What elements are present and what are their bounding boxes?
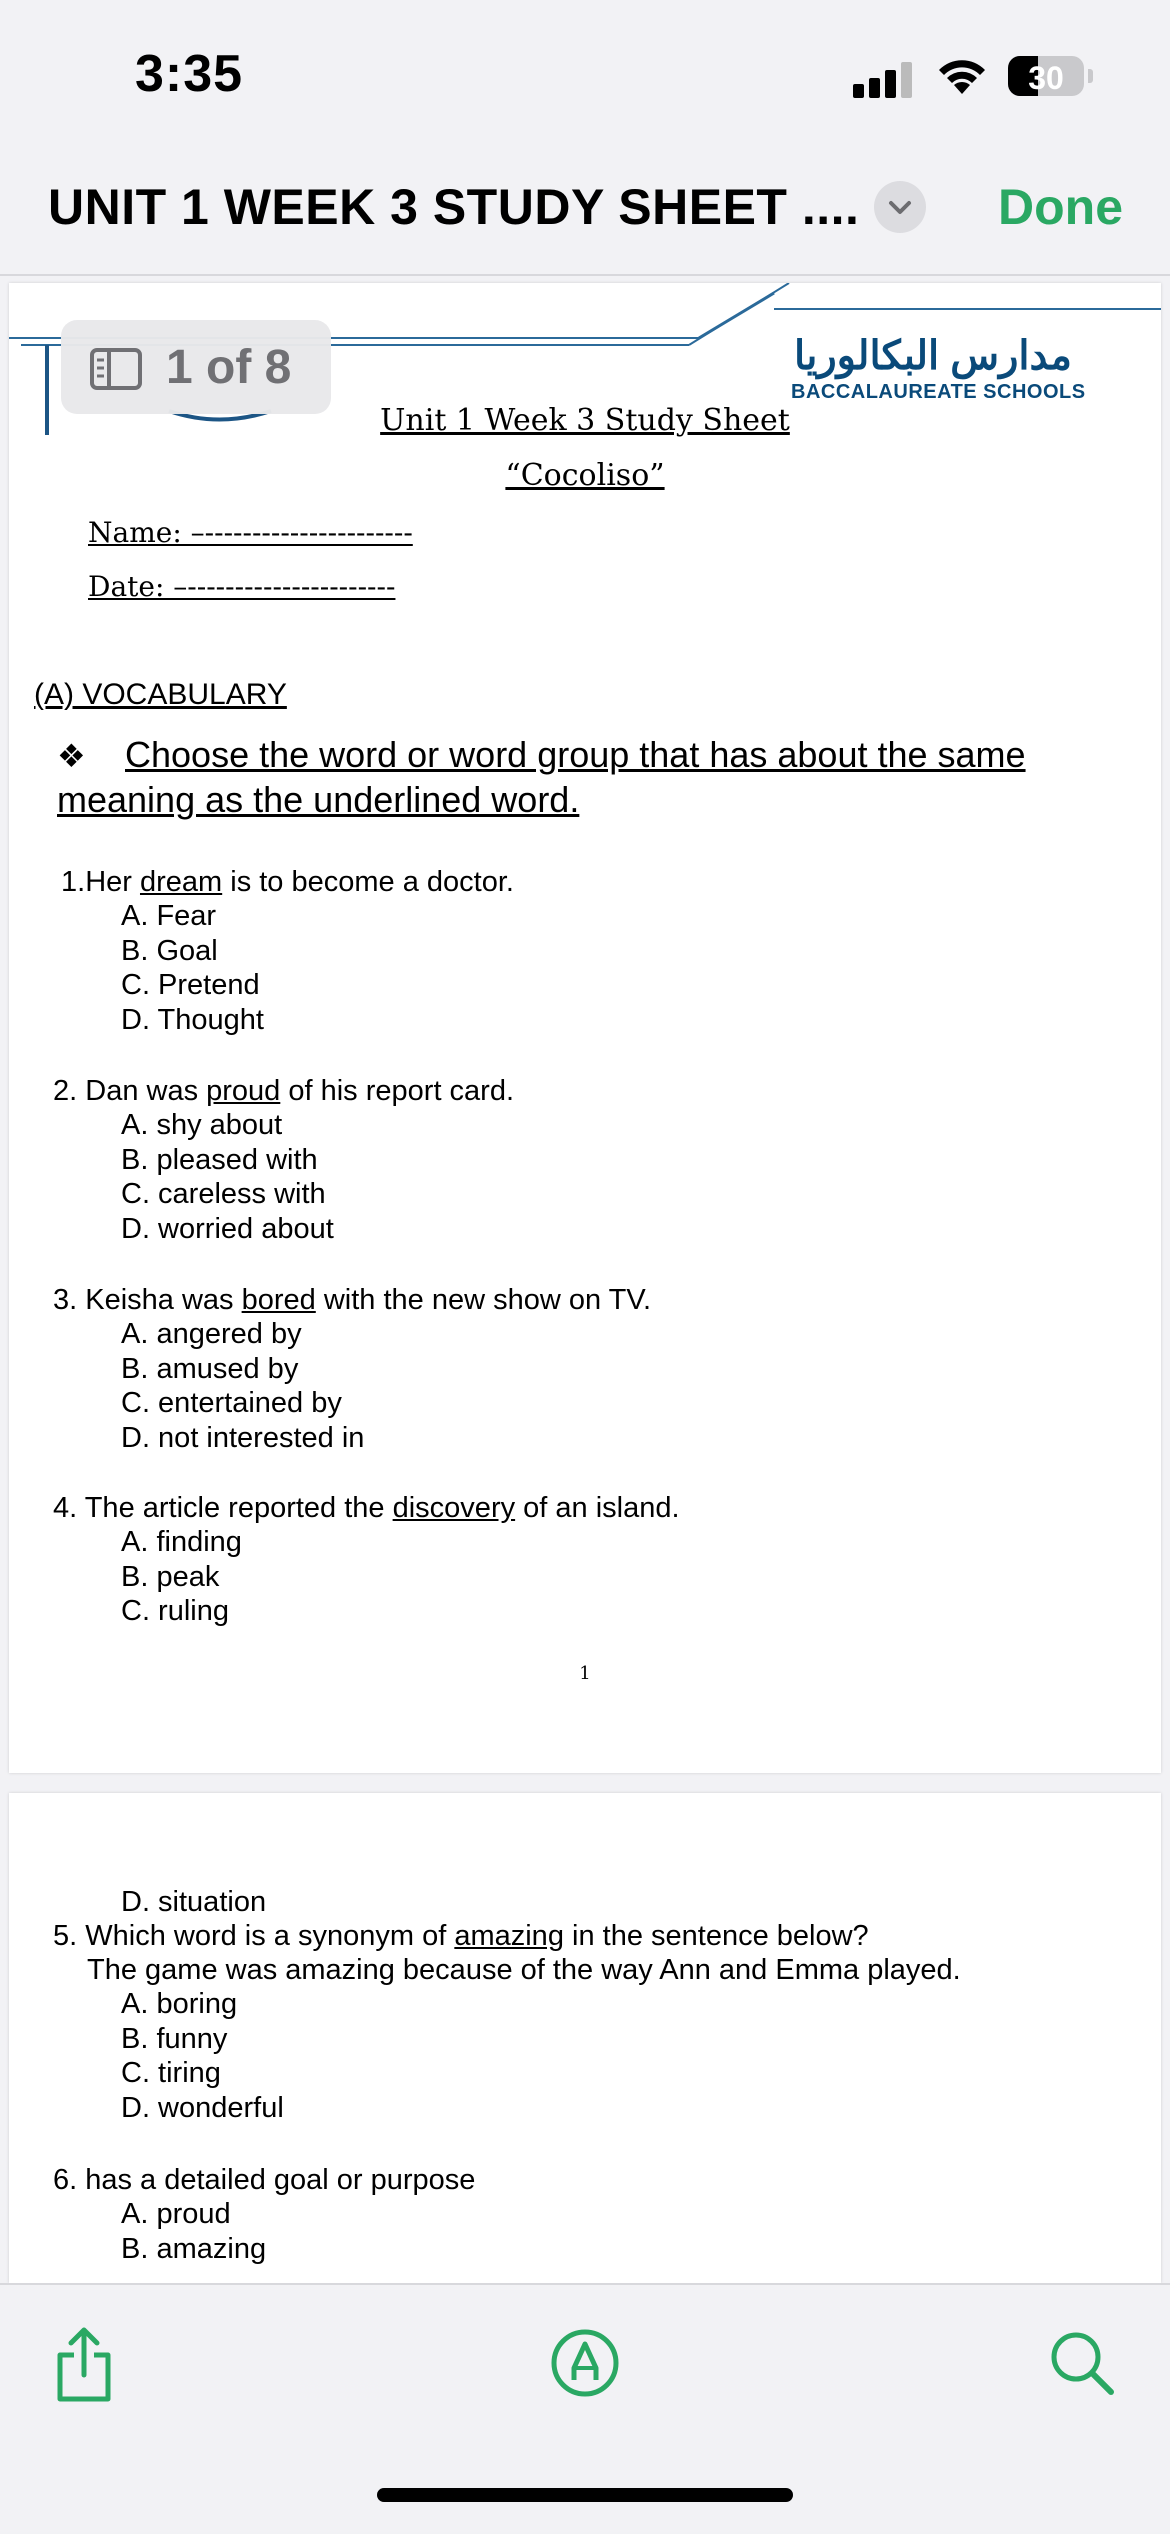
markup-icon[interactable] bbox=[550, 2328, 620, 2398]
question-5-options bbox=[121, 1987, 284, 2125]
option: B. Goal bbox=[121, 934, 218, 967]
option: A. shy about bbox=[121, 1109, 283, 1141]
option: B. amazing bbox=[121, 2232, 267, 2265]
share-icon[interactable] bbox=[52, 2325, 116, 2405]
question-4-options bbox=[121, 1525, 242, 1629]
question-1-options bbox=[121, 899, 264, 1037]
option: A. angered by bbox=[121, 1318, 302, 1350]
status-bar bbox=[0, 0, 1170, 150]
question-5-sentence: The game was amazing because of the way Ann and Emma played. bbox=[87, 1954, 961, 1986]
school-logo-arabic: مدارس البكالوريا bbox=[794, 334, 1072, 378]
battery-tip bbox=[1088, 69, 1093, 83]
status-time: 3:35 bbox=[135, 45, 244, 103]
instruction-text: Choose the word or word group that has about the same meaning as the underlined word. bbox=[57, 734, 1026, 820]
section-heading: (A) VOCABULARY bbox=[34, 678, 287, 711]
story-title: “Cocoliso” bbox=[505, 458, 665, 493]
sidebar-icon bbox=[89, 347, 143, 391]
option: A. boring bbox=[121, 1988, 238, 2020]
option: C. entertained by bbox=[121, 1387, 342, 1419]
bullet-icon: ❖ bbox=[57, 738, 86, 774]
page-number: 1 bbox=[579, 1663, 591, 1684]
document-header bbox=[0, 150, 1170, 276]
question-2-options bbox=[121, 1108, 334, 1246]
search-icon[interactable] bbox=[1048, 2329, 1116, 2397]
date-field: Date: –---------------------- bbox=[88, 570, 396, 603]
document-page-1[interactable] bbox=[9, 283, 1161, 1773]
option: C. tiring bbox=[121, 2057, 221, 2089]
question-5: 5. Which word is a synonym of amazing in the sentence below? bbox=[53, 1920, 869, 1952]
option: A. Fear bbox=[121, 900, 217, 932]
page-indicator[interactable] bbox=[61, 320, 331, 414]
question-2: 2. Dan was proud of his report card. bbox=[53, 1075, 515, 1107]
underlined-word: dream bbox=[139, 866, 223, 898]
question-6: 6. has a detailed goal or purpose bbox=[53, 2164, 476, 2196]
wifi-icon bbox=[934, 54, 990, 96]
sheet-title: Unit 1 Week 3 Study Sheet bbox=[380, 403, 790, 438]
question-3-options bbox=[121, 1317, 364, 1455]
option: B. amused by bbox=[121, 1352, 299, 1385]
option: D. worried about bbox=[121, 1212, 334, 1245]
underlined-word: proud bbox=[206, 1075, 281, 1107]
chevron-down-icon bbox=[874, 181, 926, 233]
battery-icon bbox=[1008, 56, 1084, 96]
option: C. ruling bbox=[121, 1595, 229, 1627]
question-1: 1.Her dream is to become a doctor. bbox=[61, 866, 514, 898]
option: A. proud bbox=[121, 2198, 231, 2230]
school-logo-english: BACCALAUREATE SCHOOLS bbox=[791, 381, 1086, 403]
question-3: 3. Keisha was bored with the new show on TV. bbox=[53, 1284, 652, 1316]
page-indicator-label: 1 of 8 bbox=[166, 341, 292, 394]
battery-level: 30 bbox=[1028, 60, 1064, 96]
cellular-signal-icon bbox=[853, 58, 913, 98]
document-title[interactable]: UNIT 1 WEEK 3 STUDY SHEET .... bbox=[48, 179, 860, 235]
done-button[interactable]: Done bbox=[998, 179, 1123, 235]
question-6-options bbox=[121, 2197, 266, 2266]
option: B. pleased with bbox=[121, 1143, 318, 1176]
home-indicator[interactable] bbox=[377, 2488, 793, 2502]
option: B. funny bbox=[121, 2022, 228, 2055]
underlined-word: bored bbox=[241, 1284, 316, 1316]
option: A. finding bbox=[121, 1526, 242, 1558]
question-4: 4. The article reported the discovery of an island. bbox=[53, 1492, 680, 1524]
option: C. Pretend bbox=[121, 969, 260, 1001]
option: D. wonderful bbox=[121, 2091, 284, 2124]
underlined-word: discovery bbox=[392, 1492, 516, 1524]
option: D. not interested in bbox=[121, 1421, 365, 1454]
name-field: Name: –---------------------- bbox=[88, 516, 413, 549]
option: B. peak bbox=[121, 1560, 220, 1593]
instruction bbox=[57, 733, 1097, 821]
option: C. careless with bbox=[121, 1178, 326, 1210]
title-menu-button[interactable] bbox=[874, 181, 926, 233]
option: D. Thought bbox=[121, 1003, 264, 1036]
underlined-word: amazing bbox=[454, 1920, 564, 1952]
document-page-2[interactable] bbox=[9, 1793, 1161, 2283]
carried-option: D. situation bbox=[121, 1886, 267, 1918]
